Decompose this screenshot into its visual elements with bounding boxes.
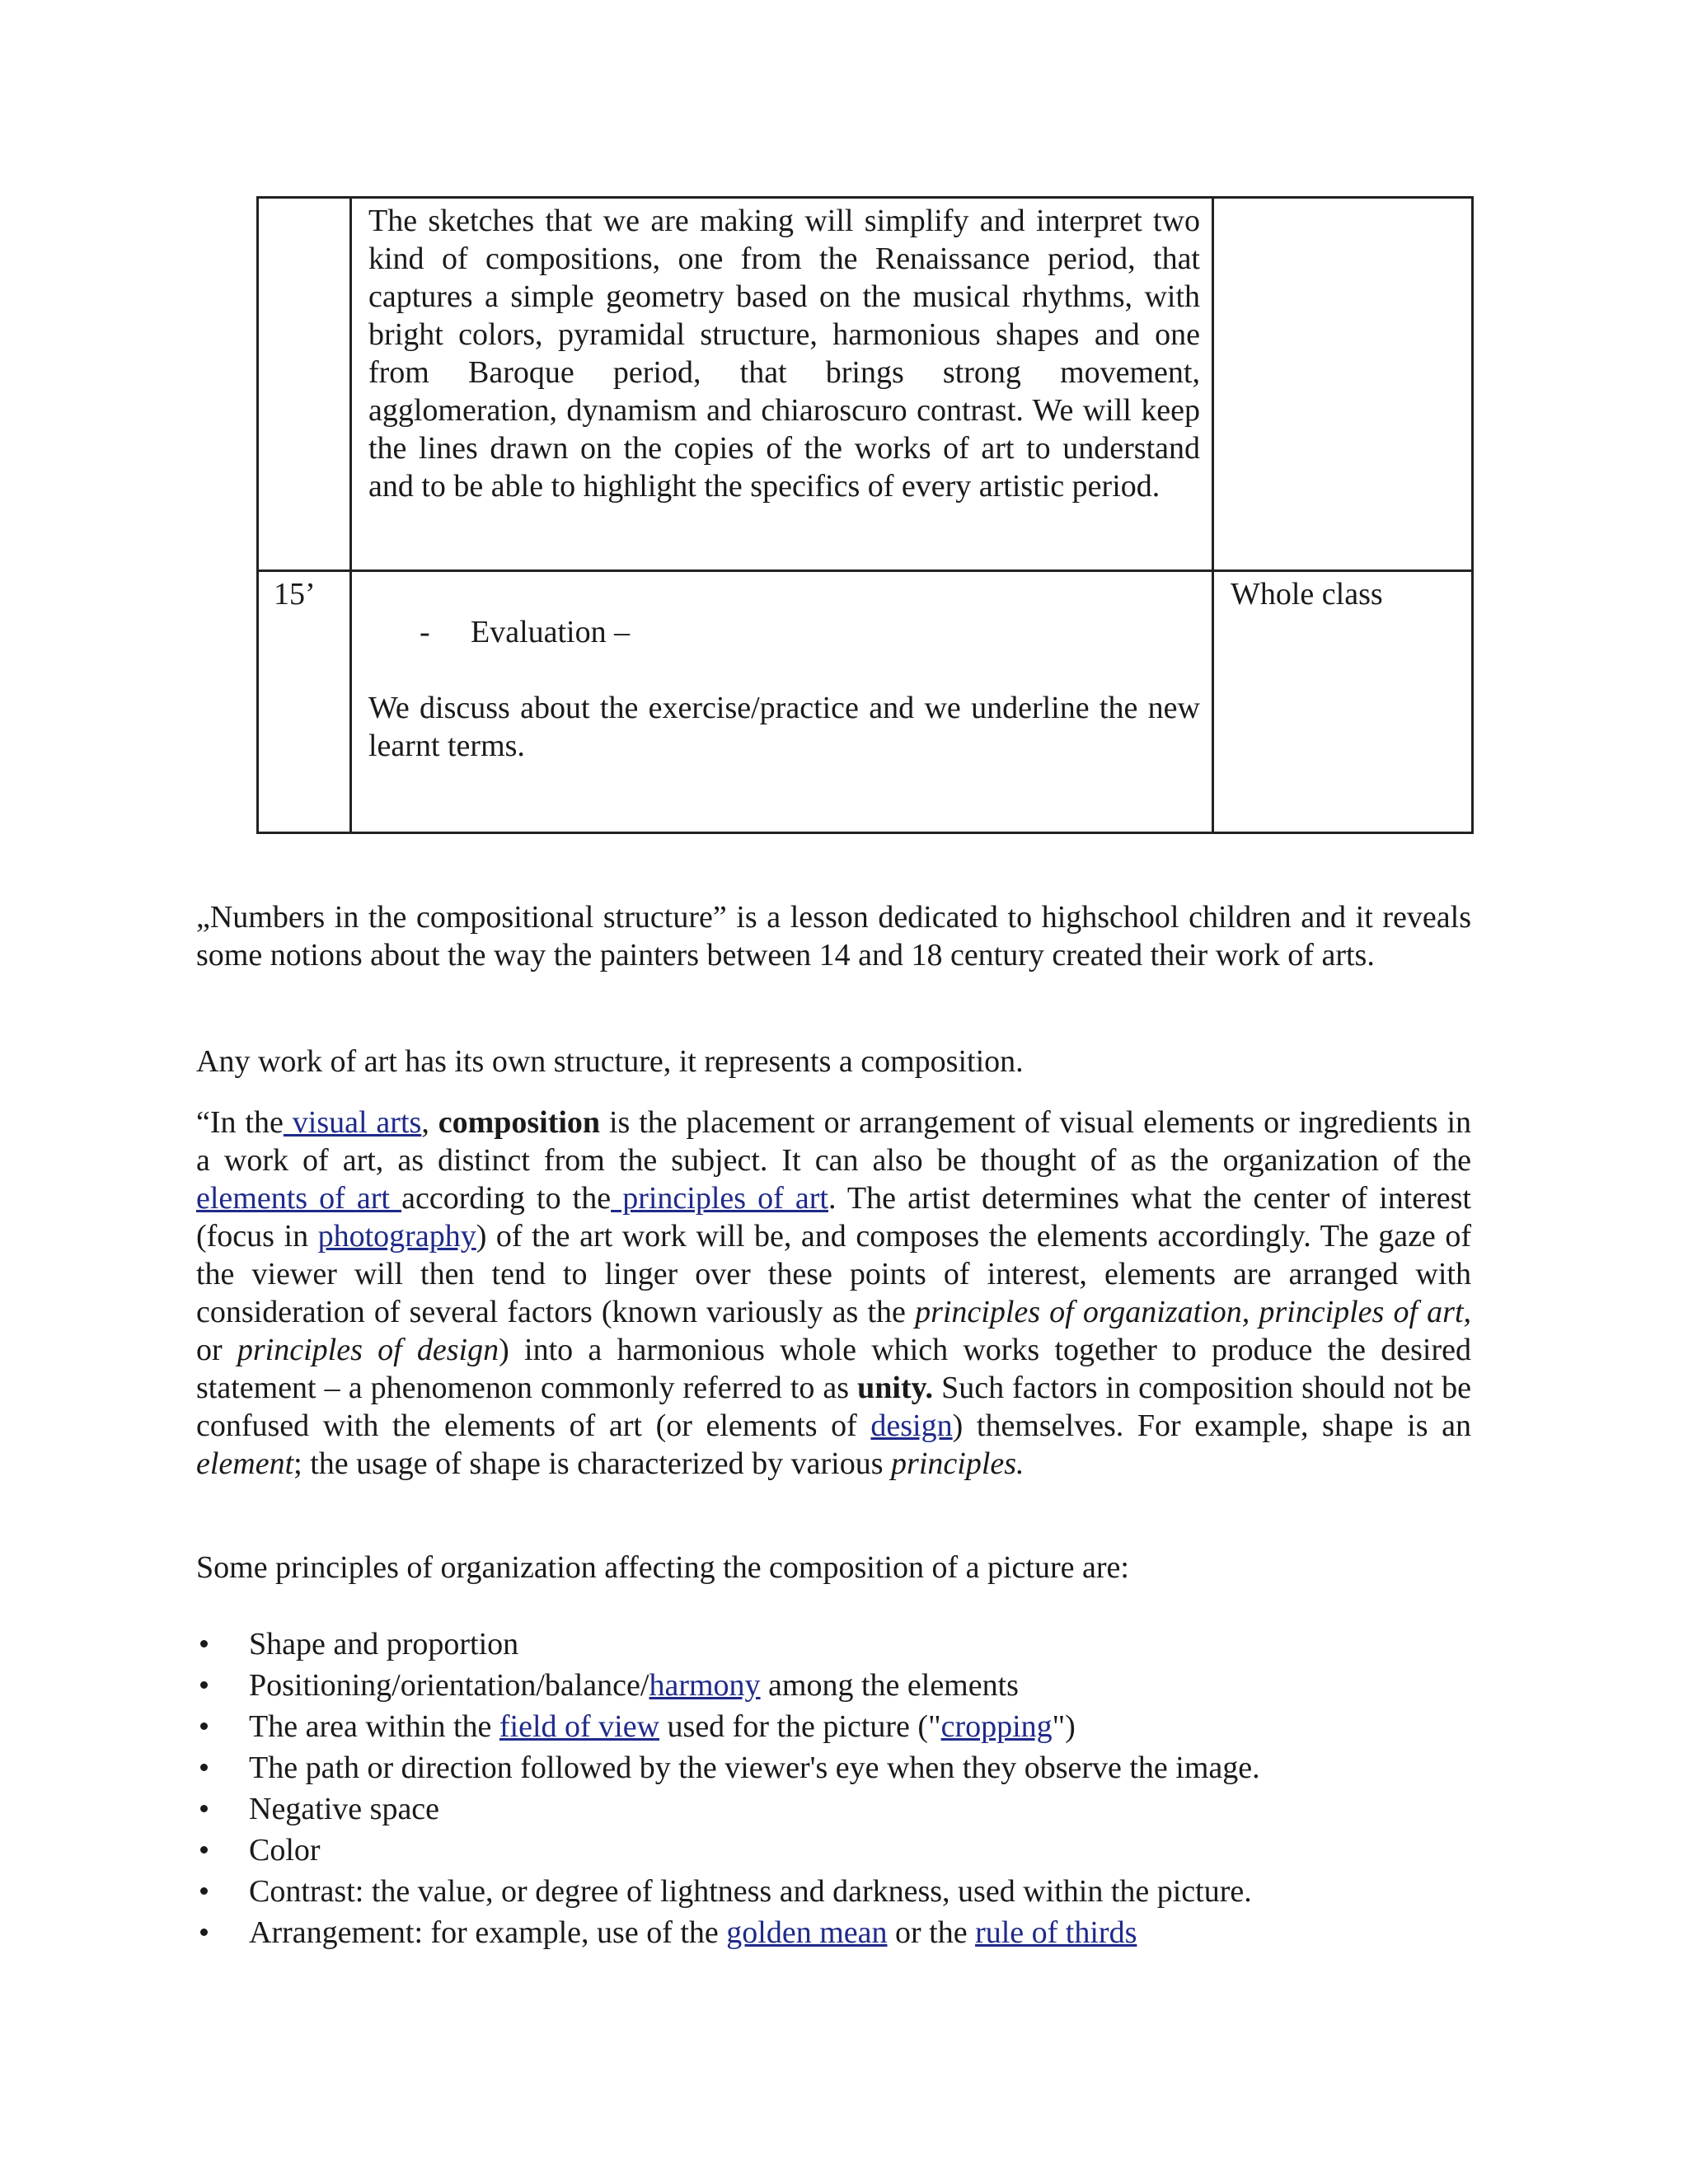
bullet-icon (200, 1887, 208, 1895)
list-item-text: Shape and proportion (249, 1627, 519, 1661)
list-item (196, 1747, 1471, 1788)
list-item-text: Positioning/orientation/balance/ (249, 1668, 649, 1703)
activity-cell (351, 571, 1213, 833)
organization-cell (1213, 198, 1473, 571)
activity-cell (351, 198, 1213, 571)
link-principles-of-art[interactable]: principles of art (611, 1181, 828, 1216)
bullet-icon (200, 1764, 208, 1771)
quote-text: according to the (401, 1181, 612, 1216)
link-photography[interactable]: photography (317, 1219, 476, 1254)
intro-paragraph: „Numbers in the compositional structure” is a lesson dedicated to highschool children and it reveals some notions about the way the painters between 14 and 18 century created their work of arts. (196, 900, 1471, 972)
list-item (196, 1706, 1471, 1747)
quote-text: “In the (196, 1105, 284, 1140)
link-rule-of-thirds[interactable]: rule of thirds (975, 1915, 1137, 1950)
list-item-text: Arrangement: for example, use of the (249, 1915, 727, 1950)
list-item (196, 1912, 1471, 1953)
time-text (259, 199, 349, 202)
activity-text: The sketches that we are making will simplify and interpret two kind of compositions, one from the Renaissance period, that captures a simple geometry based on the musical rhythms, with bright colors, pyramidal structure, harmonious shapes and one from Baroque period, that brings strong movement, agglomeration, dynamism and chiaroscuro contrast. We will keep the lines drawn on the copies of the works of art to understand and to be able to highlight the specifics of every artistic period. (368, 204, 1200, 504)
link-cropping[interactable]: cropping (940, 1709, 1053, 1744)
list-item-text: among the elements (760, 1668, 1019, 1703)
list-item-text: used for the picture (" (659, 1709, 941, 1744)
evaluation-label: Evaluation – (471, 615, 631, 649)
table-row (258, 198, 1473, 571)
quote-text: ) of the art work will be, and composes the elements accordingly. The gaze of the viewer will then tend to linger over these points of interest, elements are arranged with consideration of several factors (known variously as the (196, 1219, 1471, 1329)
list-item (196, 1665, 1471, 1706)
link-design[interactable]: design (870, 1408, 953, 1443)
principles-list (196, 1624, 1471, 1953)
organization-cell (1213, 571, 1473, 833)
quote-text: . The artist determines what the center of interest (focus in (196, 1181, 1471, 1254)
evaluation-heading (352, 613, 1212, 651)
list-item-text: or the (887, 1915, 976, 1950)
bullet-icon (200, 1805, 208, 1812)
composition-quote (196, 1104, 1471, 1483)
list-item-text: Negative space (249, 1792, 440, 1826)
organization-text: Whole class (1231, 577, 1383, 612)
time-cell (258, 571, 351, 833)
bullet-icon (200, 1640, 208, 1647)
quote-text: is the placement or arrangement of visual elements or ingredients in a work of art, as distinct from the subject. It can also be thought of as the organization of the (196, 1105, 1472, 1178)
bullet-icon (200, 1681, 208, 1689)
list-item (196, 1871, 1471, 1912)
quote-text: ) themselves. For example, shape is an (952, 1408, 1471, 1443)
bullet-icon (200, 1846, 208, 1854)
list-item-text: ") (1052, 1709, 1076, 1744)
italic-principles-end: principles. (891, 1446, 1025, 1481)
list-item-text: Contrast: the value, or degree of lightness and darkness, used within the picture. (249, 1874, 1252, 1909)
quote-text: or (196, 1333, 237, 1367)
italic-principles: principles of organization, principles of art, (915, 1295, 1472, 1329)
link-field-of-view[interactable]: field of view (499, 1709, 660, 1744)
link-golden-mean[interactable]: golden mean (726, 1915, 888, 1950)
link-visual-arts[interactable]: visual arts (283, 1105, 422, 1140)
italic-principles-design: principles of design (237, 1333, 499, 1367)
list-item (196, 1830, 1471, 1871)
time-cell (258, 198, 351, 571)
quote-text: ; the usage of shape is characterized by various (293, 1446, 892, 1481)
bullet-icon (200, 1929, 208, 1936)
list-item-text: The path or direction followed by the viewer's eye when they observe the image. (249, 1750, 1260, 1785)
structure-paragraph: Any work of art has its own structure, it represents a composition. (196, 1044, 1024, 1079)
table-row (258, 571, 1473, 833)
quote-text: ) into a harmonious whole which works together to produce the desired statement – a phenomenon commonly referred to as (196, 1333, 1471, 1405)
principles-intro: Some principles of organization affecting the composition of a picture are: (196, 1550, 1129, 1585)
quote-text: Such factors in composition should not be confused with the elements of art (or elements of (196, 1371, 1471, 1443)
organization-text (1214, 199, 1471, 202)
list-item (196, 1624, 1471, 1665)
list-item-text: The area within the (249, 1709, 499, 1744)
term-composition: composition (438, 1105, 601, 1140)
italic-element: element (196, 1446, 294, 1481)
time-text: 15’ (274, 577, 316, 612)
activity-text: We discuss about the exercise/practice and we underline the new learnt terms. (368, 691, 1200, 763)
dash-marker: - (420, 615, 430, 649)
list-item (196, 1788, 1471, 1830)
link-harmony[interactable]: harmony (649, 1668, 761, 1703)
list-item-text: Color (249, 1833, 321, 1868)
lesson-plan-table (256, 196, 1474, 834)
link-elements-of-art[interactable]: elements of art (196, 1181, 402, 1216)
quote-text: , (421, 1105, 438, 1140)
term-unity: unity. (857, 1371, 934, 1405)
bullet-icon (200, 1722, 208, 1730)
